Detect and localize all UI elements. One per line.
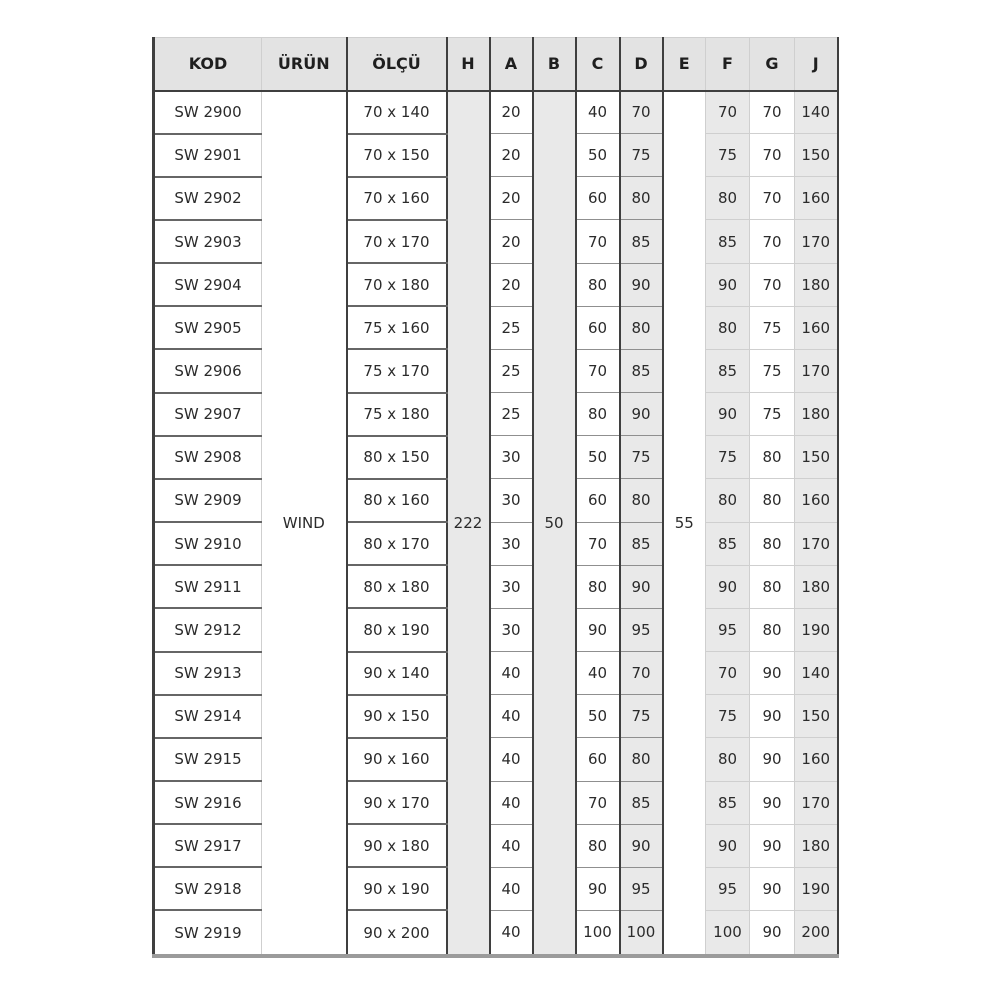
header-row [154, 38, 838, 91]
cell-d: 95 [620, 867, 663, 910]
table-row [154, 695, 838, 738]
cell-j: 140 [795, 91, 838, 134]
cell-f: 100 [706, 910, 750, 956]
cell-kod: SW 2908 [154, 436, 262, 479]
cell-kod: SW 2916 [154, 781, 262, 824]
cell-f: 90 [706, 565, 750, 608]
cell-a: 25 [490, 349, 533, 392]
cell-c: 70 [576, 522, 620, 565]
cell-c: 90 [576, 867, 620, 910]
cell-f: 90 [706, 393, 750, 436]
table-row [154, 910, 838, 956]
cell-olcu: 70 x 170 [347, 220, 447, 263]
column-header-e: E [663, 38, 706, 91]
table-row [154, 436, 838, 479]
cell-d: 90 [620, 824, 663, 867]
cell-d: 75 [620, 695, 663, 738]
cell-c: 50 [576, 134, 620, 177]
cell-olcu: 90 x 150 [347, 695, 447, 738]
cell-d: 70 [620, 91, 663, 134]
cell-a: 20 [490, 177, 533, 220]
table-row [154, 349, 838, 392]
cell-f: 95 [706, 608, 750, 651]
column-header-d: D [620, 38, 663, 91]
cell-olcu: 90 x 200 [347, 910, 447, 956]
cell-j: 150 [795, 134, 838, 177]
cell-a: 25 [490, 393, 533, 436]
cell-j: 180 [795, 263, 838, 306]
table-row [154, 652, 838, 695]
cell-d: 85 [620, 522, 663, 565]
cell-j: 150 [795, 695, 838, 738]
column-header-urun: ÜRÜN [262, 38, 347, 91]
cell-c: 60 [576, 479, 620, 522]
cell-g: 75 [750, 306, 795, 349]
cell-c: 70 [576, 781, 620, 824]
cell-g: 90 [750, 738, 795, 781]
cell-olcu: 90 x 180 [347, 824, 447, 867]
cell-kod: SW 2903 [154, 220, 262, 263]
cell-kod: SW 2902 [154, 177, 262, 220]
cell-j: 160 [795, 479, 838, 522]
cell-c: 80 [576, 565, 620, 608]
cell-j: 170 [795, 349, 838, 392]
cell-d: 70 [620, 652, 663, 695]
cell-a: 30 [490, 608, 533, 651]
cell-f: 80 [706, 306, 750, 349]
cell-g: 90 [750, 695, 795, 738]
cell-j: 150 [795, 436, 838, 479]
cell-f: 85 [706, 522, 750, 565]
cell-f: 85 [706, 781, 750, 824]
table-row [154, 738, 838, 781]
cell-e-merged: 55 [663, 91, 706, 957]
cell-olcu: 80 x 170 [347, 522, 447, 565]
table-row [154, 134, 838, 177]
cell-g: 90 [750, 824, 795, 867]
table-header [154, 38, 838, 91]
cell-f: 90 [706, 263, 750, 306]
cell-c: 40 [576, 652, 620, 695]
cell-f: 75 [706, 695, 750, 738]
table-row [154, 91, 838, 134]
cell-a: 40 [490, 867, 533, 910]
cell-kod: SW 2905 [154, 306, 262, 349]
cell-a: 20 [490, 91, 533, 134]
table-row [154, 781, 838, 824]
cell-c: 70 [576, 349, 620, 392]
column-header-j: J [795, 38, 838, 91]
cell-g: 75 [750, 349, 795, 392]
cell-c: 60 [576, 177, 620, 220]
cell-kod: SW 2901 [154, 134, 262, 177]
cell-c: 50 [576, 695, 620, 738]
cell-d: 90 [620, 263, 663, 306]
cell-j: 160 [795, 738, 838, 781]
cell-a: 40 [490, 652, 533, 695]
cell-d: 80 [620, 177, 663, 220]
cell-olcu: 80 x 180 [347, 565, 447, 608]
cell-f: 80 [706, 479, 750, 522]
cell-d: 95 [620, 608, 663, 651]
cell-j: 200 [795, 910, 838, 956]
cell-d: 80 [620, 479, 663, 522]
table-row [154, 565, 838, 608]
cell-olcu: 90 x 160 [347, 738, 447, 781]
cell-olcu: 70 x 150 [347, 134, 447, 177]
column-header-a: A [490, 38, 533, 91]
cell-olcu: 90 x 190 [347, 867, 447, 910]
cell-a: 25 [490, 306, 533, 349]
cell-j: 170 [795, 522, 838, 565]
cell-kod: SW 2915 [154, 738, 262, 781]
cell-kod: SW 2911 [154, 565, 262, 608]
cell-d: 85 [620, 220, 663, 263]
cell-f: 70 [706, 652, 750, 695]
cell-c: 50 [576, 436, 620, 479]
cell-c: 100 [576, 910, 620, 956]
cell-olcu: 70 x 140 [347, 91, 447, 134]
table-row [154, 522, 838, 565]
table-row [154, 220, 838, 263]
cell-kod: SW 2919 [154, 910, 262, 956]
cell-c: 80 [576, 393, 620, 436]
cell-j: 180 [795, 565, 838, 608]
column-header-g: G [750, 38, 795, 91]
column-header-b: B [533, 38, 576, 91]
cell-g: 90 [750, 867, 795, 910]
cell-urun-merged: WIND [262, 91, 347, 957]
cell-kod: SW 2910 [154, 522, 262, 565]
table-row [154, 824, 838, 867]
cell-g: 90 [750, 652, 795, 695]
cell-a: 30 [490, 479, 533, 522]
cell-d: 100 [620, 910, 663, 956]
column-header-kod: KOD [154, 38, 262, 91]
cell-f: 85 [706, 349, 750, 392]
cell-kod: SW 2904 [154, 263, 262, 306]
cell-f: 70 [706, 91, 750, 134]
cell-g: 80 [750, 479, 795, 522]
cell-kod: SW 2917 [154, 824, 262, 867]
table-row [154, 479, 838, 522]
cell-a: 40 [490, 910, 533, 956]
cell-kod: SW 2906 [154, 349, 262, 392]
cell-d: 90 [620, 565, 663, 608]
cell-c: 80 [576, 824, 620, 867]
cell-olcu: 80 x 150 [347, 436, 447, 479]
cell-d: 80 [620, 738, 663, 781]
table-row [154, 393, 838, 436]
cell-g: 90 [750, 910, 795, 956]
cell-g: 80 [750, 565, 795, 608]
cell-c: 70 [576, 220, 620, 263]
column-header-olcu: ÖLÇÜ [347, 38, 447, 91]
cell-a: 40 [490, 695, 533, 738]
cell-g: 70 [750, 220, 795, 263]
cell-a: 20 [490, 263, 533, 306]
spec-table-container [152, 37, 839, 958]
cell-olcu: 90 x 170 [347, 781, 447, 824]
cell-olcu: 90 x 140 [347, 652, 447, 695]
cell-c: 60 [576, 306, 620, 349]
cell-g: 70 [750, 91, 795, 134]
cell-g: 80 [750, 522, 795, 565]
cell-olcu: 80 x 160 [347, 479, 447, 522]
cell-j: 170 [795, 781, 838, 824]
table-row [154, 306, 838, 349]
cell-kod: SW 2900 [154, 91, 262, 134]
column-header-f: F [706, 38, 750, 91]
cell-d: 85 [620, 349, 663, 392]
cell-kod: SW 2907 [154, 393, 262, 436]
cell-olcu: 75 x 180 [347, 393, 447, 436]
cell-c: 90 [576, 608, 620, 651]
cell-f: 95 [706, 867, 750, 910]
cell-c: 80 [576, 263, 620, 306]
cell-olcu: 75 x 160 [347, 306, 447, 349]
cell-f: 85 [706, 220, 750, 263]
cell-a: 20 [490, 220, 533, 263]
cell-f: 80 [706, 177, 750, 220]
cell-j: 190 [795, 608, 838, 651]
cell-olcu: 70 x 160 [347, 177, 447, 220]
cell-a: 20 [490, 134, 533, 177]
cell-kod: SW 2913 [154, 652, 262, 695]
cell-g: 75 [750, 393, 795, 436]
cell-f: 80 [706, 738, 750, 781]
table-row [154, 867, 838, 910]
cell-d: 80 [620, 306, 663, 349]
cell-j: 140 [795, 652, 838, 695]
column-header-h: H [447, 38, 490, 91]
cell-f: 75 [706, 134, 750, 177]
table-row [154, 608, 838, 651]
cell-h-merged: 222 [447, 91, 490, 957]
cell-d: 75 [620, 134, 663, 177]
table-row [154, 177, 838, 220]
cell-d: 85 [620, 781, 663, 824]
cell-j: 160 [795, 177, 838, 220]
cell-olcu: 75 x 170 [347, 349, 447, 392]
cell-b-merged: 50 [533, 91, 576, 957]
cell-c: 60 [576, 738, 620, 781]
cell-d: 75 [620, 436, 663, 479]
cell-olcu: 80 x 190 [347, 608, 447, 651]
cell-j: 190 [795, 867, 838, 910]
cell-c: 40 [576, 91, 620, 134]
cell-olcu: 70 x 180 [347, 263, 447, 306]
cell-a: 40 [490, 824, 533, 867]
cell-g: 80 [750, 608, 795, 651]
table-row [154, 263, 838, 306]
cell-f: 90 [706, 824, 750, 867]
cell-g: 70 [750, 263, 795, 306]
cell-kod: SW 2909 [154, 479, 262, 522]
cell-a: 30 [490, 436, 533, 479]
cell-g: 90 [750, 781, 795, 824]
cell-j: 160 [795, 306, 838, 349]
cell-g: 70 [750, 134, 795, 177]
cell-j: 180 [795, 824, 838, 867]
column-header-c: C [576, 38, 620, 91]
cell-a: 40 [490, 781, 533, 824]
product-spec-table [152, 37, 839, 958]
cell-a: 30 [490, 565, 533, 608]
cell-g: 80 [750, 436, 795, 479]
cell-f: 75 [706, 436, 750, 479]
cell-d: 90 [620, 393, 663, 436]
table-body [154, 91, 838, 957]
cell-kod: SW 2918 [154, 867, 262, 910]
cell-a: 40 [490, 738, 533, 781]
cell-a: 30 [490, 522, 533, 565]
cell-j: 170 [795, 220, 838, 263]
cell-kod: SW 2914 [154, 695, 262, 738]
cell-j: 180 [795, 393, 838, 436]
cell-g: 70 [750, 177, 795, 220]
cell-kod: SW 2912 [154, 608, 262, 651]
